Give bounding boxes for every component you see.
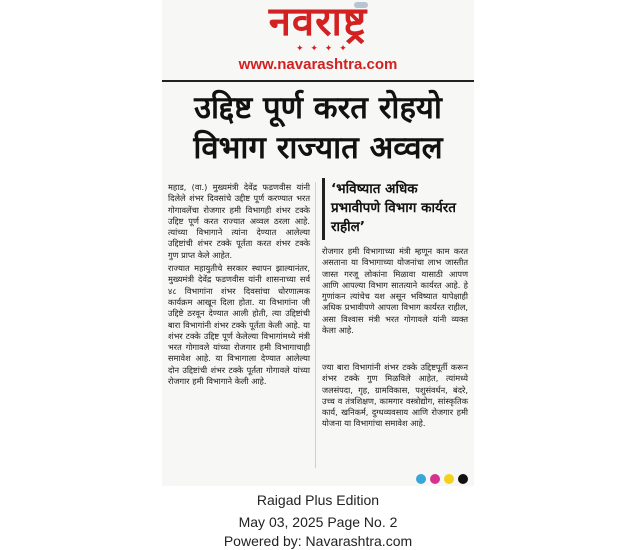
- right-column-bottom: [322, 362, 468, 432]
- right-column-top: [322, 246, 468, 338]
- column-divider: [315, 182, 316, 468]
- masthead-rule: [162, 80, 474, 82]
- cyan-mark: [416, 474, 426, 484]
- magenta-mark: [430, 474, 440, 484]
- left-column: [168, 182, 310, 389]
- edition-name: Raigad Plus Edition: [256, 492, 380, 508]
- powered-by: Powered by: Navarashtra.com: [223, 533, 413, 549]
- right-paragraph-1: रोजगार हमी विभागाच्या मंत्री म्हणून काम करत असताना या विभागाच्या योजनांचा लाभ जास्तीत जास्त गरजू लोकांना मिळावा यासाठी आपण आणि आपल्या विभाग सातत्याने कार्यरत आहे. हे गुणांकन त्यांचेच यश असून भविष्यात यापेक्षाही अधिक प्रभावीपणे आपला विभाग कार्यरत राहील, असा विश्वास मंत्री भरत गोगावले यांनी व्यक्त केला आहे.: [322, 246, 468, 336]
- article-headline: [168, 88, 468, 168]
- left-paragraph-2: राज्यात महायुतीचे सरकार स्थापन झाल्यानंतर, मुख्यमंत्री देवेंद्र फडणवीस यांनी शासनाच्या सर्व ४८ विभागांना शंभर दिवसांचा धोरणात्मक कार्यक्रम आखून दिला होता. या विभागांना जी उद्दिष्टे ठरवून देण्यात आली होती, त्या उद्दिष्टांची बारा विभागांनी शंभर टक्के पूर्तता केली आहे. या शंभर टक्के उद्दिष्ट पूर्ण केलेल्या विभागांमध्ये मंत्री भरत गोगावले यांच्या रोजगार हमी विभागाचाही समावेश आहे. या विभागाला देण्यात आलेल्या दोन उद्दिष्टांची शंभर टक्के पूर्तता गोगावले यांच्या रोजगार हमी विभागाने केली आहे.: [168, 263, 310, 387]
- newspaper-logo: नवराष्ट्र: [268, 0, 368, 45]
- headline-line-2: विभाग राज्यात अव्वल: [193, 130, 443, 166]
- right-paragraph-2: ज्या बारा विभागांनी शंभर टक्के उद्दिष्टपूर्ती करून शंभर टक्के गुण मिळविले आहेत, त्यांमध्ये जलसंपदा, गृह, ग्रामविकास, पशुसंवर्धन, बंदरे, उच्च व तंत्रशिक्षण, कामगार वस्त्रोद्योग, सांस्कृतिक कार्य, खनिकर्म, दुग्धव्यवसाय आणि रोजगार हमी योजना या विभागांचा समावेश आहे.: [322, 362, 468, 429]
- website-url: www.navarashtra.com: [238, 56, 398, 73]
- left-paragraph-1: महाड, (वा.) मुख्यमंत्री देवेंद्र फडणवीस यांनी दिलेले शंभर दिवसांचे उद्दीष्ट पूर्ण करण्यात भरत गोगावलेंचा रोजगार हमी विभागही शंभर टक्के उद्दिष्ट पूर्ण करत राज्यात अव्वल ठरला आहे. त्यांच्या विभागाने त्यांना देण्यात आलेल्या उद्दिष्टांची शंभर टक्के पूर्तता करत शंभर टक्के गुण प्राप्त केले आहेत.: [168, 182, 310, 260]
- registration-marks: [412, 474, 468, 484]
- headline-line-1: उद्दिष्ट पूर्ण करत रोहयो: [194, 90, 442, 126]
- edition-date-page: May 03, 2025 Page No. 2: [238, 514, 398, 530]
- newspaper-clipping: [162, 0, 474, 486]
- black-mark: [458, 474, 468, 484]
- pull-quote: ‘भविष्यात अधिक प्रभावीपणे विभाग कार्यरत राहील’: [331, 181, 457, 235]
- yellow-mark: [444, 474, 454, 484]
- logo-stars: ✦ ✦ ✦ ✦: [296, 44, 349, 54]
- pull-quote-box: [322, 178, 471, 240]
